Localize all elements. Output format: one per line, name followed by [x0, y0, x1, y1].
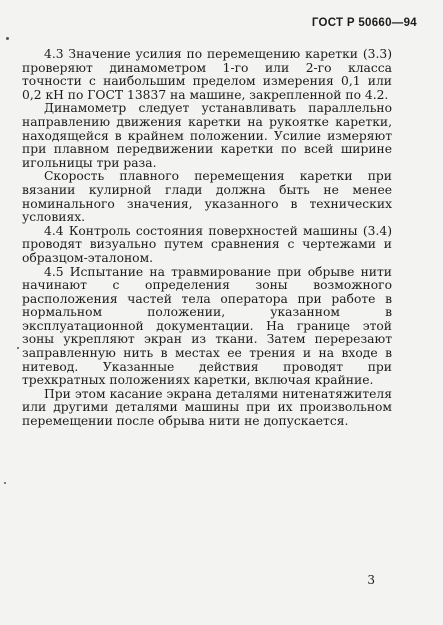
body-text — [22, 48, 392, 429]
paragraph-contact: При этом касание экрана деталями нитенатяжителя или другими деталями машины при их произвольном перемещении после обрыва нити не допускается. — [22, 386, 392, 429]
paragraph-dynamometer: Динамометр следует устанавливать параллельно направлению движения каретки на рукоятке каретки, находящейся в крайнем положении. Усилие измеряют при плавном передвижении каретки по всей ширине игольницы три раза. — [22, 101, 392, 170]
scan-speck — [4, 482, 6, 484]
paragraph-4-3: 4.3 Значение усилия по перемещению каретки (3.3) проверяют динамометром 1-го или 2-го класса точности с наибольшим пределом измерения 0,1 или 0,2 кН по ГОСТ 13837 на машине, закрепленной по 4.2. — [22, 47, 392, 102]
page-number: 3 — [367, 573, 375, 587]
paragraph-4-5: 4.5 Испытание на травмирование при обрыве нити начинают с определения зоны возможного расположения частей тела оператора при работе в нормальном положении, указанном в эксплуатационной документации. На границе этой зоны укрепляют экран из ткани. Затем перерезают заправленную нить в местах ее трения и на входе в нитевод. Указанные действия проводят при трехкратных положениях каретки, включая крайние. — [22, 264, 392, 388]
standard-header: ГОСТ Р 50660—94 — [311, 17, 417, 29]
paragraph-speed: Скорость плавного перемещения каретки при вязании кулирной глади должна быть не менее номинального значения, указанного в технических условиях. — [22, 169, 392, 225]
paragraph-4-4: 4.4 Контроль состояния поверхностей машины (3.4) проводят визуально путем сравнения с чертежами и образцом-эталоном. — [22, 223, 392, 265]
scan-speck — [6, 37, 9, 40]
scan-speck — [17, 347, 19, 349]
